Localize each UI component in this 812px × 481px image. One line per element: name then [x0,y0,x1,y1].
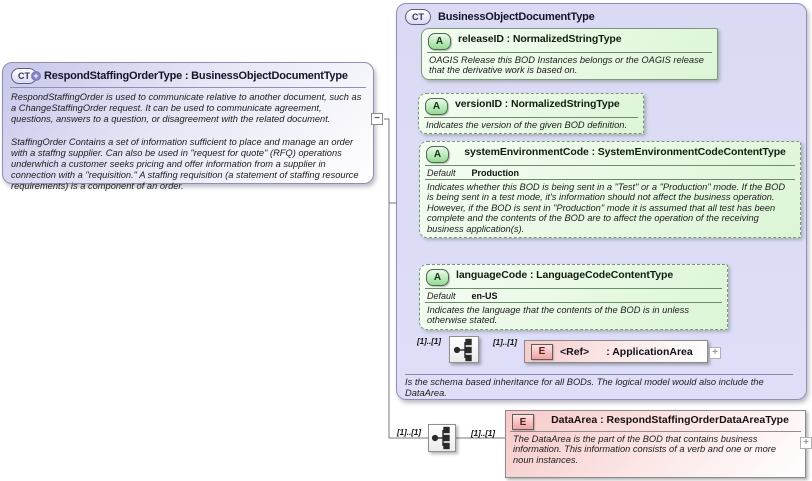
expand-toggle-icon[interactable]: + [709,347,721,359]
element-type-label: : ApplicationArea [606,345,693,358]
attribute-description: Indicates the version of the given BOD definition. [426,120,628,130]
divider [405,374,793,375]
respond-staffing-order-type-node[interactable] [2,62,374,192]
attribute-icon: A [426,269,449,286]
complex-type-icon-label: CT [18,71,30,81]
sequence-glyph [451,338,477,362]
complex-type-icon [11,68,37,84]
default-label: Default [427,168,456,178]
node-header [3,63,373,87]
attribute-description: Indicates whether this BOD is being sent in a "Test" or a "Production" mode. If the BOD is being sent in a test mode, it's information should not affect the business operation. However, if the BOD is sent in "Production" mode it is assumed that all test has been complete and the contents of the BOD are to affect the operation of the receiving business application(s). [427,182,786,234]
attribute-title: releaseID : NormalizedStringType [458,33,622,45]
collapse-toggle-icon[interactable]: − [371,113,383,125]
derived-plus-icon: + [31,71,41,81]
description-paragraph: RespondStaffingOrder is used to communicate relative to another document, such as a ChangeStaffingOrder request. It can be used to communicate agreement, questions, answers to a question, or disagreement with the related document. [11,92,362,125]
node-footer-description: Is the schema based inheritance for all BODs. The logical model would also include the DataArea. [405,377,764,399]
business-object-document-type-node[interactable] [396,3,807,400]
attribute-icon: A [428,33,451,50]
element-description: The DataArea is the part of the BOD that contains business information. This information consists of a verb and one or more noun instances. [513,434,777,465]
attribute-title: versionID : NormalizedStringType [455,98,620,110]
node-description [3,88,373,193]
attribute-icon: A [425,98,448,115]
attribute-description: Indicates the language that the contents of the BOD is in unless otherwise stated. [427,305,690,326]
element-icon: E [512,414,534,430]
element-icon: E [531,344,553,360]
attribute-icon: A [426,146,449,163]
default-label: Default [427,291,456,301]
element-application-area[interactable] [524,340,708,363]
attribute-release-id[interactable] [421,28,718,80]
attribute-title: languageCode : LanguageCodeContentType [456,269,674,281]
sequence-icon[interactable] [428,424,456,452]
cardinality-label: [1]..[1] [417,337,441,346]
attribute-language-code[interactable] [419,264,728,330]
attribute-system-environment-code[interactable] [419,141,801,238]
complex-type-icon [405,9,431,25]
attribute-description: OAGIS Release this BOD Instances belongs or the OAGIS release that the derivative work is based on. [429,55,704,76]
element-title: DataArea : RespondStaffingOrderDataAreaType [551,414,789,426]
node-title: RespondStaffingOrderType : BusinessObjectDocumentType [44,70,348,82]
node-header [397,4,806,28]
sequence-icon[interactable] [449,336,479,363]
attribute-version-id[interactable] [418,93,644,134]
cardinality-label: [1]..[1] [471,429,495,438]
sequence-glyph [429,426,455,450]
expand-toggle-icon[interactable]: + [800,437,812,449]
cardinality-label: [1]..[1] [493,338,517,347]
attribute-title: systemEnvironmentCode : SystemEnvironmentCodeContentType [464,146,786,158]
default-value: Production [471,168,520,178]
element-data-area-node[interactable] [505,410,806,478]
cardinality-label: [1]..[1] [397,428,421,437]
node-title: BusinessObjectDocumentType [438,11,595,23]
description-paragraph: StaffingOrder Contains a set of information sufficient to place and manage an order with a staffng supplier. Can also be used in "request for quote" (RFQ) operations underwhich a customer seeks pricing and offer information from a supplier in connection with a "requisition." A staffing requisition (a statement of staffing resource requirements) is a component of an order. [11,136,359,192]
complex-type-icon-label: CT [412,12,424,22]
default-value: en-US [471,291,498,301]
element-ref-label: <Ref> [560,345,590,358]
